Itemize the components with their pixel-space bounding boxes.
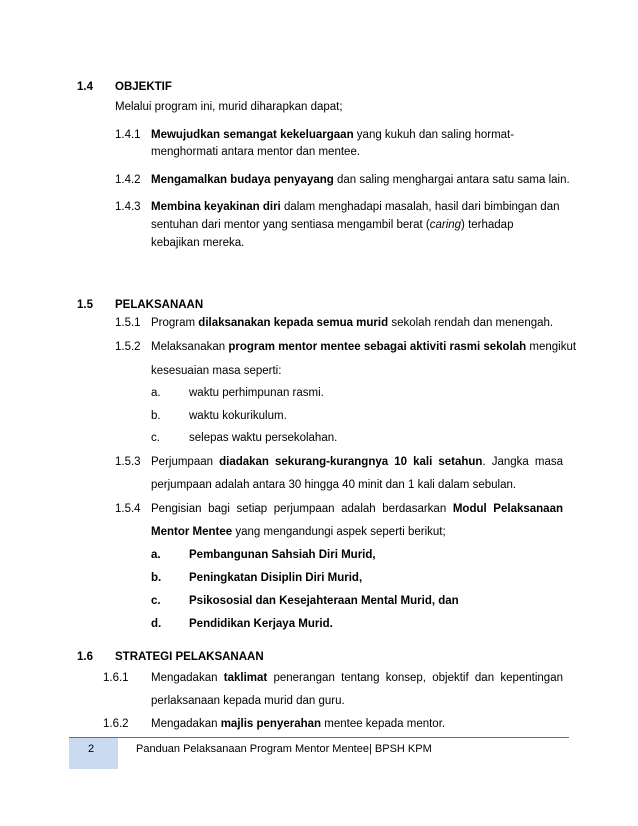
item-bold: Mewujudkan semangat kekeluargaan [151,129,354,141]
item-pre: Mengadakan [151,718,221,730]
item-pre: Melaksanakan [151,341,229,353]
item-text [151,201,559,213]
item-text [151,503,563,515]
section-title: STRATEGI PELAKSANAAN [115,651,264,663]
item-text-line2: perlaksanaan kepada murid dan guru. [151,695,345,707]
item-rest: dan saling menghargai antara satu sama lain. [333,174,570,186]
item-bold: Membina keyakinan diri [151,201,281,213]
item-text-part: sentuhan dari mentor yang sentiasa mengambil berat ( [151,219,430,231]
item-text-line2: menghormati antara mentor dan mentee. [151,146,361,158]
item-text [151,718,445,730]
item-pre: Perjumpaan [151,456,220,468]
section-title: PELAKSANAAN [115,299,204,311]
item-rest: mengikut [526,341,577,353]
footer-rule [118,737,569,738]
item-bold: Modul Pelaksanaan [452,503,563,515]
sub-letter: c. [151,595,161,607]
item-bold: majlis penyerahan [220,718,322,730]
item-italic: caring [429,219,462,231]
item-text [151,129,514,141]
item-rest: . Jangka masa [482,456,563,468]
item-pre: Pengisian bagi setiap perjumpaan adalah berdasarkan [151,503,453,515]
sub-text: Psikososial dan Kesejahteraan Mental Murid, dan [189,595,459,607]
footer-page-number: 2 [88,743,95,755]
item-number: 1.4.3 [115,201,141,213]
item-rest: yang kukuh dan saling hormat- [353,129,515,141]
item-number: 1.5.4 [115,503,141,515]
item-rest: dalam menghadapi masalah, hasil dari bimbingan dan [280,201,560,213]
item-bold: diadakan sekurang-kurangnya 10 kali setahun [219,456,483,468]
sub-letter: a. [151,549,161,561]
item-pre: Program [151,317,199,329]
item-pre: Mengadakan [151,672,224,684]
item-number: 1.4.1 [115,129,141,141]
footer-text: Panduan Pelaksanaan Program Mentor Mentee| BPSH KPM [136,743,432,755]
section-number: 1.6 [77,651,93,663]
item-number: 1.6.2 [103,718,129,730]
sub-text: selepas waktu persekolahan. [189,432,338,444]
item-text [151,672,563,684]
item-text-line2: perjumpaan adalah antara 30 hingga 40 minit dan 1 kali dalam sebulan. [151,479,517,491]
item-bold: dilaksanakan kepada semua murid [198,317,389,329]
item-text [151,317,553,329]
section-intro: Melalui program ini, murid diharapkan dapat; [115,101,343,113]
item-number: 1.5.1 [115,317,141,329]
item-text-line2: kesesuaian masa seperti: [151,365,282,377]
item-number: 1.6.1 [103,672,129,684]
item-text-line3: kebajikan mereka. [151,237,245,249]
item-number: 1.5.2 [115,341,141,353]
item-number: 1.5.3 [115,456,141,468]
item-text [151,456,563,468]
item-rest: yang mengandungi aspek seperti berikut; [232,526,446,538]
sub-text: Peningkatan Disiplin Diri Murid, [189,572,363,584]
item-bold: Mentor Mentee [151,526,233,538]
item-bold: Mengamalkan budaya penyayang [151,174,334,186]
section-title: OBJEKTIF [115,81,172,93]
sub-text: waktu kokurikulum. [189,410,287,422]
item-rest: mentee kepada mentor. [321,718,446,730]
item-number: 1.4.2 [115,174,141,186]
item-text [151,341,576,353]
item-rest: penerangan tentang konsep, objektif dan kepentingan [267,672,563,684]
sub-text: Pembangunan Sahsiah Diri Murid, [189,549,376,561]
section-number: 1.4 [77,81,93,93]
sub-letter: b. [151,572,162,584]
sub-letter: d. [151,618,162,630]
item-text-line2 [151,219,513,231]
item-rest: sekolah rendah dan menengah. [388,317,554,329]
item-text-part: ) terhadap [461,219,514,231]
section-number: 1.5 [77,299,93,311]
item-text [151,174,570,186]
item-bold: program mentor mentee sebagai aktiviti rasmi sekolah [228,341,527,353]
sub-letter: a. [151,387,161,399]
sub-text: waktu perhimpunan rasmi. [189,387,324,399]
sub-letter: c. [151,432,160,444]
sub-letter: b. [151,410,161,422]
item-bold: taklimat [223,672,268,684]
sub-text: Pendidikan Kerjaya Murid. [189,618,333,630]
item-text-line2 [151,526,446,538]
